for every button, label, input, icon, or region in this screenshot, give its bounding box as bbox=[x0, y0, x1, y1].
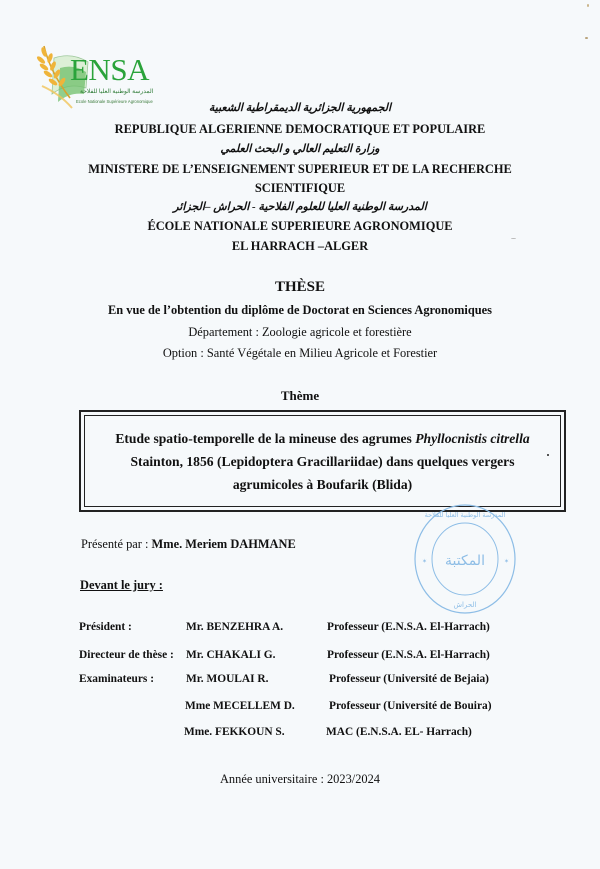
republic-arabic: الجمهورية الجزائرية الديمقراطية الشعبية bbox=[208, 102, 392, 114]
republic-french: REPUBLIQUE ALGERIENNE DEMOCRATIQUE ET POPULAIRE bbox=[114, 122, 486, 136]
thesis-title: THÈSE bbox=[274, 279, 326, 295]
thesis-option: Option : Santé Végétale en Milieu Agricole et Forestier bbox=[162, 346, 438, 360]
theme-line-2: Stainton, 1856 (Lepidoptera Gracillariidae) dans quelques vergers bbox=[130, 454, 515, 469]
jury-member: Mme. FEKKOUN S. bbox=[184, 726, 285, 738]
ensa-logo bbox=[32, 42, 162, 110]
jury-affiliation: Professeur (E.N.S.A. El-Harrach) bbox=[327, 621, 490, 633]
stamp-ring-text: المدرسة الوطنية العليا للفلاحة bbox=[424, 511, 506, 519]
logo-french-line: Ecole Nationale Supérieure Agronomique bbox=[76, 99, 153, 104]
school-arabic: المدرسة الوطنية العليا للعلوم الفلاحية - الحراش –الجزائر bbox=[173, 201, 427, 213]
theme-species: Phyllocnistis citrella bbox=[415, 431, 530, 446]
ministry-french-line2: SCIENTIFIQUE bbox=[254, 181, 346, 195]
ministry-french-line1: MINISTERE DE L’ENSEIGNEMENT SUPERIEUR ET DE LA RECHERCHE bbox=[88, 162, 512, 176]
theme-line-3: agrumicoles à Boufarik (Blida) bbox=[232, 477, 413, 492]
stamp-star-left-icon: ✶ bbox=[422, 559, 428, 565]
logo-arabic-line: المدرسة الوطنية العليا للفلاحة bbox=[80, 89, 154, 95]
school-french: ÉCOLE NATIONALE SUPERIEURE AGRONOMIQUE bbox=[147, 219, 453, 233]
school-city: EL HARRACH –ALGER bbox=[231, 239, 369, 253]
jury-affiliation: Professeur (Université de Bejaia) bbox=[329, 673, 489, 685]
jury-affiliation: MAC (E.N.S.A. EL- Harrach) bbox=[326, 726, 472, 738]
stamp-center-text: المكتبة bbox=[445, 553, 485, 569]
scan-speck bbox=[511, 238, 516, 239]
jury-member: Mr. CHAKALI G. bbox=[186, 649, 276, 661]
jury-member: Mr. MOULAI R. bbox=[186, 673, 269, 685]
jury-affiliation: Professeur (Université de Bouira) bbox=[329, 700, 492, 712]
thesis-subtitle: En vue de l’obtention du diplôme de Doctorat en Sciences Agronomiques bbox=[108, 303, 492, 317]
jury-label: Devant le jury : bbox=[80, 578, 163, 592]
presenter-name: Mme. Meriem DAHMANE bbox=[151, 537, 296, 551]
theme-label: Thème bbox=[280, 388, 320, 403]
theme-box bbox=[79, 410, 566, 512]
jury-role: Examinateurs : bbox=[79, 673, 154, 685]
academic-year: Année universitaire : 2023/2024 bbox=[219, 772, 380, 786]
scan-speck bbox=[587, 4, 589, 7]
theme-line-1-text: Etude spatio-temporelle de la mineuse des agrumes bbox=[115, 431, 416, 446]
library-stamp bbox=[413, 503, 518, 616]
jury-member: Mr. BENZEHRA A. bbox=[186, 621, 284, 633]
ministry-arabic: وزارة التعليم العالي و البحث العلمي bbox=[220, 143, 380, 155]
scan-speck bbox=[585, 37, 588, 39]
jury-role: Président : bbox=[79, 621, 132, 633]
logo-wordmark: ENSA bbox=[70, 52, 149, 87]
speck-mark bbox=[547, 454, 549, 456]
theme-line-1 bbox=[81, 427, 564, 450]
theme-title bbox=[81, 427, 564, 496]
jury-role: Directeur de thèse : bbox=[79, 649, 174, 661]
thesis-department: Département : Zoologie agricole et forestière bbox=[188, 325, 412, 339]
stamp-bottom-text: الحراش bbox=[453, 601, 477, 609]
presented-by bbox=[81, 537, 296, 552]
presented-by-label: Présenté par : bbox=[81, 537, 152, 551]
stamp-star-right-icon: ✶ bbox=[504, 559, 510, 565]
jury-affiliation: Professeur (E.N.S.A. El-Harrach) bbox=[327, 649, 490, 661]
jury-member: Mme MECELLEM D. bbox=[185, 700, 295, 712]
